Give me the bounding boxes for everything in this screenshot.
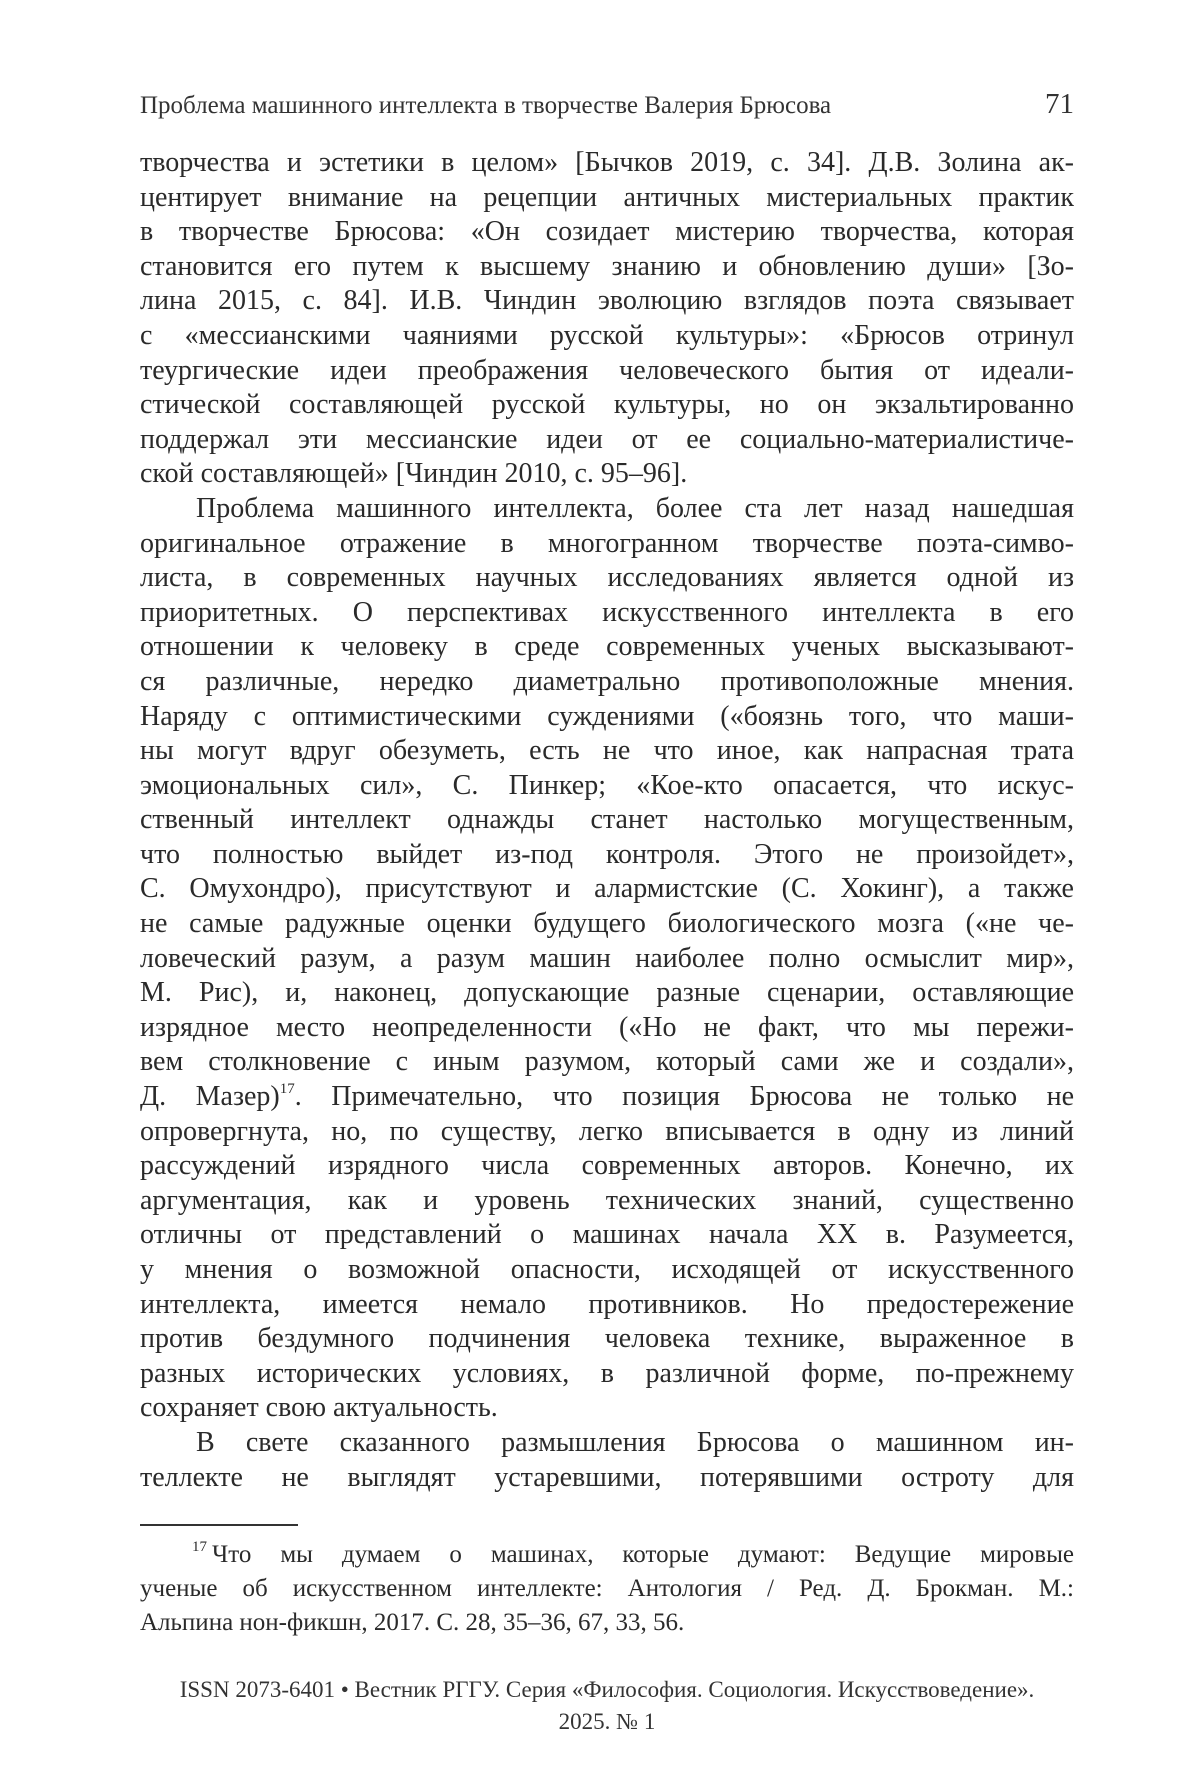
text-line xyxy=(140,1080,1074,1115)
text-line: аргументация, как и уровень технических знаний, существенно xyxy=(140,1184,1074,1219)
text-line: теургические идеи преображения человеческого бытия от идеали- xyxy=(140,354,1074,389)
running-title: Проблема машинного интеллекта в творчестве Валерия Брюсова xyxy=(140,92,831,120)
text-line: изрядное место неопределенности («Но не факт, что мы пережи- xyxy=(140,1011,1074,1046)
text-line: не самые радужные оценки будущего биологического мозга («не че- xyxy=(140,907,1074,942)
text-line: ственный интеллект однажды станет настолько могущественным, xyxy=(140,803,1074,838)
text-line: ской составляющей» [Чиндин 2010, с. 95–96]. xyxy=(140,457,1074,492)
text-line: сохраняет свою актуальность. xyxy=(140,1391,1074,1426)
text-line: опровергнута, но, по существу, легко вписывается в одну из линий xyxy=(140,1115,1074,1150)
footnote xyxy=(140,1538,1074,1640)
text-line: ся различные, нередко диаметрально противоположные мнения. xyxy=(140,665,1074,700)
text-line: М. Рис), и, наконец, допускающие разные сценарии, оставляющие xyxy=(140,976,1074,1011)
footnote-divider xyxy=(140,1524,298,1526)
footnote-text: Что мы думаем о машинах, которые думают: Ведущие мировые xyxy=(212,1541,1074,1568)
text-line: С. Омухондро), присутствуют и алармистские (С. Хокинг), а также xyxy=(140,872,1074,907)
text-line: лина 2015, с. 84]. И.В. Чиндин эволюцию взглядов поэта связывает xyxy=(140,284,1074,319)
text-line: творчества и эстетики в целом» [Бычков 2019, с. 34]. Д.В. Золина ак- xyxy=(140,146,1074,181)
text-line: отношении к человеку в среде современных ученых высказывают- xyxy=(140,630,1074,665)
running-header xyxy=(140,88,1074,124)
footnote-reference[interactable]: 17 xyxy=(280,1081,295,1097)
text-line: центирует внимание на рецепции античных мистериальных практик xyxy=(140,181,1074,216)
footnote-line: Альпина нон-фикшн, 2017. С. 28, 35–36, 67, 33, 56. xyxy=(140,1606,1074,1640)
text-line: эмоциональных сил», С. Пинкер; «Кое-кто опасается, что искус- xyxy=(140,769,1074,804)
journal-footer xyxy=(140,1674,1074,1738)
text-line: у мнения о возможной опасности, исходящей от искусственного xyxy=(140,1253,1074,1288)
text-segment: . Примечательно, что позиция Брюсова не только не xyxy=(295,1081,1074,1112)
text-line: интеллекта, имеется немало противников. Но предостережение xyxy=(140,1288,1074,1323)
text-line: становится его путем к высшему знанию и обновлению души» [Зо- xyxy=(140,250,1074,285)
text-line: ловеческий разум, а разум машин наиболее полно осмыслит мир», xyxy=(140,942,1074,977)
text-line: вем столкновение с иным разумом, который сами же и создали», xyxy=(140,1045,1074,1080)
text-line: поддержал эти мессианские идеи от ее социально-материалистиче- xyxy=(140,423,1074,458)
text-segment: Д. Мазер) xyxy=(140,1081,280,1112)
text-line: оригинальное отражение в многогранном творчестве поэта-симво- xyxy=(140,527,1074,562)
text-line: Проблема машинного интеллекта, более ста лет назад нашедшая xyxy=(140,492,1074,527)
text-line: стической составляющей русской культуры, но он экзальтированно xyxy=(140,388,1074,423)
footnote-number: 17 xyxy=(192,1539,207,1555)
main-text xyxy=(140,146,1074,1495)
text-line: В свете сказанного размышления Брюсова о машинном ин- xyxy=(140,1426,1074,1461)
text-line: с «мессианскими чаяниями русской культуры»: «Брюсов отринул xyxy=(140,319,1074,354)
text-line: разных исторических условиях, в различной форме, по-прежнему xyxy=(140,1357,1074,1392)
text-line: отличны от представлений о машинах начала XX в. Разумеется, xyxy=(140,1218,1074,1253)
text-line: против бездумного подчинения человека технике, выраженное в xyxy=(140,1322,1074,1357)
text-line: Наряду с оптимистическими суждениями («боязнь того, что маши- xyxy=(140,700,1074,735)
text-line: что полностью выйдет из-под контроля. Этого не произойдет», xyxy=(140,838,1074,873)
text-line: теллекте не выглядят устаревшими, потерявшими остроту для xyxy=(140,1461,1074,1496)
footer-issue-line: 2025. № 1 xyxy=(140,1706,1074,1738)
footnote-line xyxy=(140,1538,1074,1572)
text-line: рассуждений изрядного числа современных авторов. Конечно, их xyxy=(140,1149,1074,1184)
text-line: листа, в современных научных исследованиях является одной из xyxy=(140,561,1074,596)
text-line: приоритетных. О перспективах искусственного интеллекта в его xyxy=(140,596,1074,631)
text-line: в творчестве Брюсова: «Он созидает мистерию творчества, которая xyxy=(140,215,1074,250)
text-line: ны могут вдруг обезуметь, есть не что иное, как напрасная трата xyxy=(140,734,1074,769)
footnote-line: ученые об искусственном интеллекте: Антология / Ред. Д. Брокман. М.: xyxy=(140,1572,1074,1606)
page-number: 71 xyxy=(1045,88,1074,121)
footer-issn-line: ISSN 2073-6401 • Вестник РГГУ. Серия «Философия. Социология. Искусствоведение». xyxy=(140,1674,1074,1706)
